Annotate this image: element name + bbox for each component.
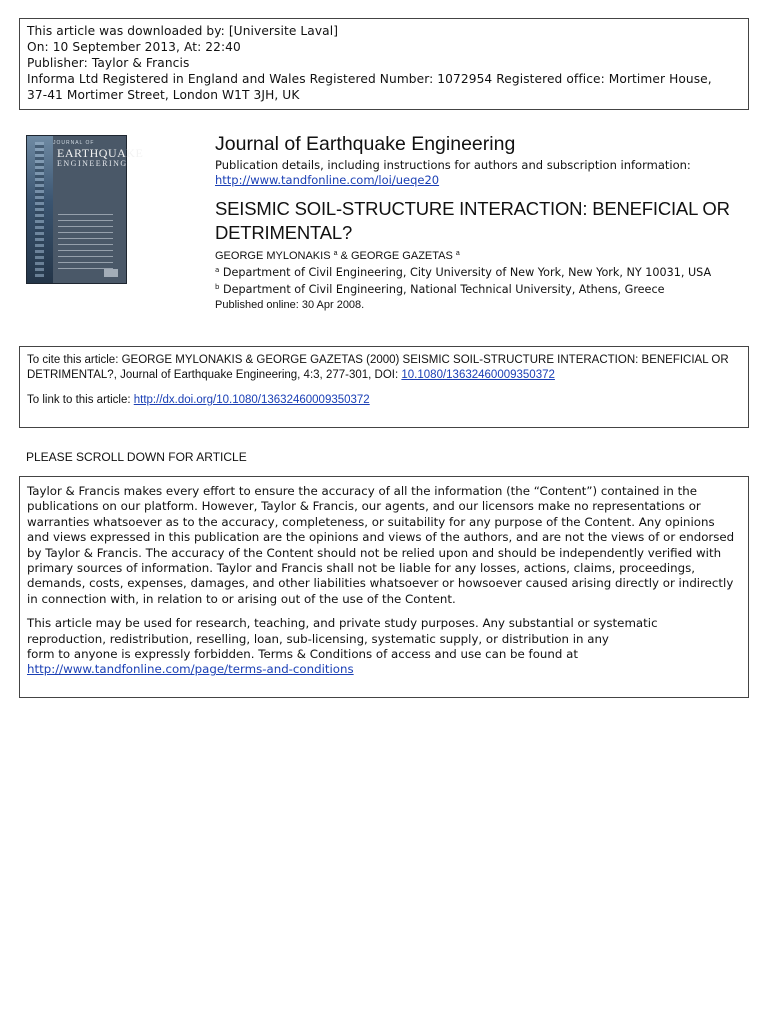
link-to-article-label: To link to this article: <box>27 394 131 406</box>
author-separator: & <box>337 250 351 262</box>
download-line-date: On: 10 September 2013, At: 22:40 <box>27 40 241 54</box>
journal-title: Journal of Earthquake Engineering <box>215 133 516 155</box>
terms-and-conditions-link[interactable]: http://www.tandfonline.com/page/terms-and-conditions <box>27 662 354 677</box>
disclaimer-paragraph-1: Taylor & Francis makes every effort to ensure the accuracy of all the information (the “Content”) contained in the publications on our platform. However, Taylor & Francis, our agents, and our licensors make no representations or warranties whatsoever as to the accuracy, completeness, or suitability for any purpose of the Content. Any opinions and views expressed in this publication are the opinions and views of the authors, and are not the views of or endorsed by Taylor & Francis. The accuracy of the Content should not be relied upon and should be independently verified with primary sources of information. Taylor and Francis shall not be liable for any losses, actions, claims, proceedings, demands, costs, expenses, damages, and other liabilities whatsoever or howsoever caused arising directly or indirectly in connection with, in relation to or arising out of the use of the Content. <box>27 484 735 606</box>
doi-link[interactable]: 10.1080/13632460009350372 <box>401 369 555 381</box>
citation-text: To cite this article: GEORGE MYLONAKIS & GEORGE GAZETAS (2000) SEISMIC SOIL-STRUCTURE INTERACTION: BENEFICIAL OR DETRIMENTAL?, Journal of Earthquake Engineering, 4:3, 277-301, DOI: <box>27 354 729 381</box>
citation-text-block <box>27 353 748 383</box>
download-line-downloaded-by: This article was downloaded by: [Universite Laval] <box>27 24 339 38</box>
download-line-registration: Informa Ltd Registered in England and Wales Registered Number: 1072954 Registered office: Mortimer House, <box>27 72 712 86</box>
link-to-article-line <box>27 393 748 408</box>
disclaimer-box <box>19 476 749 698</box>
journal-cover-image <box>26 135 144 284</box>
usage-text-line-2: reproduction, redistribution, reselling, loan, sub-licensing, systematic supply, or distribution in any <box>27 631 609 646</box>
download-line-publisher: Publisher: Taylor & Francis <box>27 56 190 70</box>
download-line-address: 37-41 Mortimer Street, London W1T 3JH, UK <box>27 88 300 102</box>
published-date: Published online: 30 Apr 2008. <box>215 299 365 311</box>
cover-subtitle: ENGINEERING <box>57 159 128 168</box>
author-2: GEORGE GAZETAS <box>350 250 453 262</box>
cover-text-lines <box>58 214 113 274</box>
scroll-down-notice: PLEASE SCROLL DOWN FOR ARTICLE <box>26 450 247 464</box>
download-info-box <box>19 18 749 110</box>
author-2-affiliation-mark: a <box>455 250 460 257</box>
article-title: SEISMIC SOIL-STRUCTURE INTERACTION: BENEFICIAL OR DETRIMENTAL? <box>215 198 730 243</box>
author-1: GEORGE MYLONAKIS <box>215 250 331 262</box>
authors-line <box>215 249 755 264</box>
journal-link[interactable]: http://www.tandfonline.com/loi/ueqe20 <box>215 173 440 187</box>
affiliation-b-text: Department of Civil Engineering, National Technical University, Athens, Greece <box>223 283 665 296</box>
journal-header <box>0 128 768 328</box>
affiliation-a-text: Department of Civil Engineering, City University of New York, New York, NY 10031, USA <box>222 266 712 279</box>
citation-box <box>19 346 749 428</box>
usage-text-line-1: This article may be used for research, teaching, and private study purposes. Any substantial or systematic <box>27 616 658 631</box>
cover-publisher-logo <box>104 269 118 277</box>
cover-top-text: JOURNAL OF <box>53 140 95 146</box>
usage-text-line-3: form to anyone is expressly forbidden. Terms & Conditions of access and use can be found at <box>27 647 578 662</box>
cover-title: EARTHQUAKE <box>57 146 144 160</box>
affiliation-b <box>215 281 755 298</box>
cover-spine-decoration <box>27 136 53 283</box>
disclaimer-paragraph-2 <box>27 616 740 678</box>
journal-header-text <box>215 132 755 312</box>
affiliation-b-mark: b <box>215 283 220 291</box>
affiliation-a-mark: a <box>215 266 220 274</box>
affiliation-a <box>215 264 755 281</box>
author-1-affiliation-mark: a <box>333 250 338 257</box>
publication-details: Publication details, including instructions for authors and subscription information: <box>215 158 691 172</box>
article-doi-url-link[interactable]: http://dx.doi.org/10.1080/13632460009350372 <box>133 394 370 406</box>
